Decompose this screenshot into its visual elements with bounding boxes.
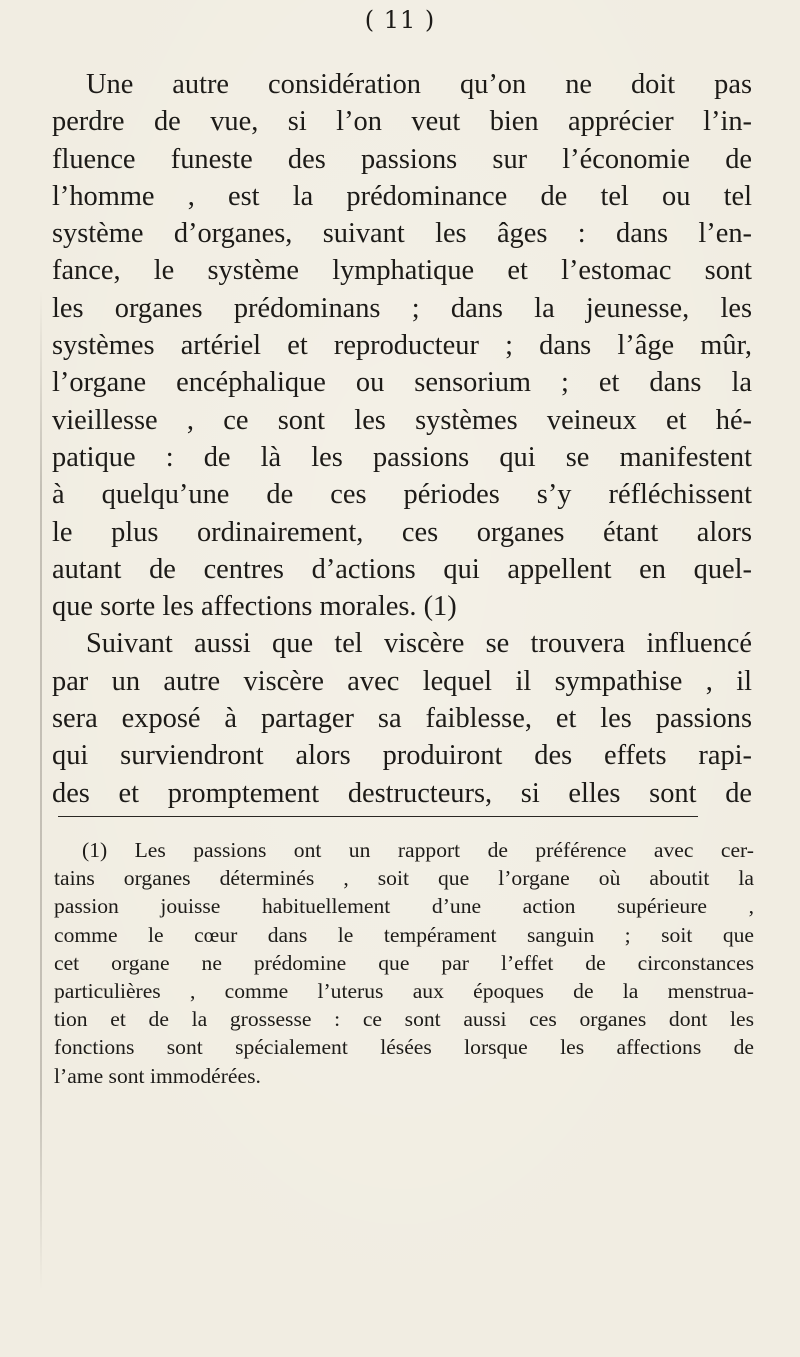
footnote-line: particulières , comme l’uterus aux époques de la menstrua- — [54, 978, 754, 1003]
footnote-line: fonctions sont spécialement lésées lorsque les affections de — [54, 1035, 754, 1060]
footnote-line: passion jouisse habituellement d’une action supérieure , — [54, 894, 754, 919]
text-line: à quelqu’une de ces périodes s’y réfléchissent — [52, 479, 752, 511]
text-line: patique : de là les passions qui se manifestent — [52, 441, 752, 473]
footnote-line: (1) Les passions ont un rapport de préférence avec cer- — [82, 838, 754, 862]
text-line: fance, le système lymphatique et l’estomac sont — [52, 255, 752, 287]
text-line: des et promptement destructeurs, si elles sont de — [52, 777, 752, 809]
text-line: Suivant aussi que tel viscère se trouvera influencé — [86, 628, 752, 660]
footnote — [54, 836, 754, 1090]
text-line: le plus ordinairement, ces organes étant alors — [52, 516, 752, 548]
footnote-line: tion et de la grossesse : ce sont aussi ces organes dont les — [54, 1007, 754, 1032]
text-line: fluence funeste des passions sur l’économie de — [52, 143, 752, 175]
footnote-line: cet organe ne prédomine que par l’effet de circonstances — [54, 950, 754, 975]
footnote-line: comme le cœur dans le tempérament sanguin ; soit que — [54, 922, 754, 947]
text-line: autant de centres d’actions qui appellent en quel- — [52, 553, 752, 585]
text-line: l’organe encéphalique ou sensorium ; et dans la — [52, 367, 752, 399]
text-line: Une autre considération qu’on ne doit pas — [86, 69, 752, 100]
footnote-line: tains organes déterminés , soit que l’organe où aboutit la — [54, 866, 754, 891]
text-line: sera exposé à partager sa faiblesse, et les passions — [52, 703, 752, 735]
page-number: ( 11 ) — [364, 6, 436, 34]
text-line: que sorte les affections morales. (1) — [52, 591, 457, 623]
page-gutter-shadow — [40, 290, 42, 1290]
footnote-line: l’ame sont immodérées. — [54, 1063, 261, 1088]
text-line: par un autre viscère avec lequel il sympathise , il — [52, 665, 752, 697]
text-line: les organes prédominans ; dans la jeunesse, les — [52, 292, 752, 324]
text-line: systèmes artériel et reproducteur ; dans l’âge mûr, — [52, 330, 752, 362]
text-line: vieillesse , ce sont les systèmes veineux et hé- — [52, 404, 752, 436]
text-line: l’homme , est la prédominance de tel ou tel — [52, 180, 752, 212]
main-text — [52, 66, 752, 812]
text-line: qui surviendront alors produiront des effets rapi- — [52, 740, 752, 772]
footnote-divider — [58, 816, 698, 817]
text-line: perdre de vue, si l’on veut bien apprécier l’in- — [52, 106, 752, 138]
text-line: système d’organes, suivant les âges : dans l’en- — [52, 218, 752, 250]
